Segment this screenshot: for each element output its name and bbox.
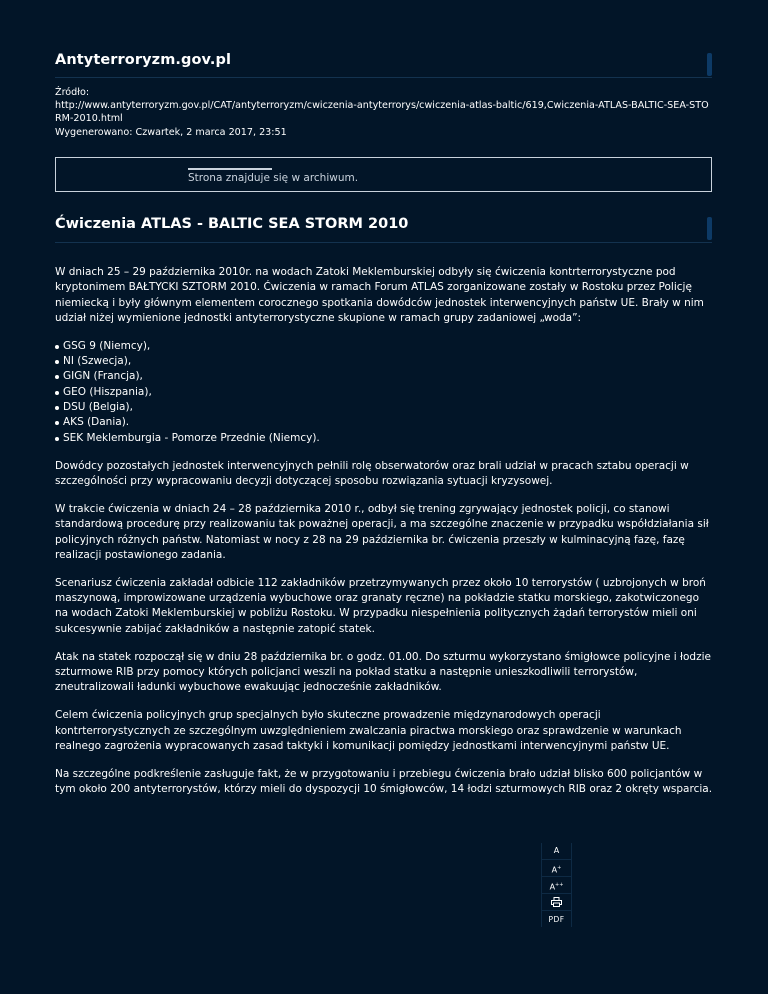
article-header [55,216,712,243]
list-item: GIGN (Francja), [55,369,715,384]
article-title: Ćwiczenia ATLAS - BALTIC SEA STORM 2010 [55,216,409,232]
font-xlarge-label: A [549,882,556,892]
list-item: DSU (Belgia), [55,400,715,415]
header-accent [707,53,712,76]
font-xlarge-mark: ++ [555,882,564,888]
article-paragraph: Atak na statek rozpoczął się w dniu 28 października br. o godz. 01.00. Do szturmu wykorzystano śmigłowce policyjne i łodzie szturmowe RIB przy pomocy których policjanci weszli na pokład statku a następnie unieszkodliwili terrorystów, zneutralizowali ładunki wybuchowe ewakuując jednocześnie zakładników. [55,650,711,694]
font-size-normal-button[interactable] [542,843,571,860]
article-paragraph: W trakcie ćwiczenia w dniach 24 – 28 października 2010 r., odbył się trening zgrywający jednostek policji, co stanowi standardową procedurę przy realizowaniu tak poważnej operacji, a ma szczególne znaczenie w przypadku współdziałania sił policyjnych różnych państw. Natomiast w nocy z 28 na 29 października br. ćwiczenia przeszły w kulminacyjną fazę, fazę realizacji postawionego zadania. [55,502,709,561]
list-item: NI (Szwecja), [55,354,715,369]
generated-date: Wygenerowano: Czwartek, 2 marca 2017, 23:51 [55,126,287,138]
archive-divider [188,168,272,170]
font-large-label: A [551,865,558,875]
article-paragraph: Scenariusz ćwiczenia zakładał odbicie 112 zakładników przetrzymywanych przez około 10 terrorystów ( uzbrojonych w broń maszynową, improwizowane urządzenia wybuchowe oraz granaty ręczne) na pokładzie statku morskiego, zakotwiczonego na wodach Zatoki Meklemburskiej w pobliżu Rostoku. W przypadku niespełnienia politycznych żądań terrorystów mieli oni sukcesywnie zabijać zakładników a następnie zatopić statek. [55,576,706,635]
site-title[interactable]: Antyterroryzm.gov.pl [55,52,232,68]
archive-notice: Strona znajduje się w archiwum. [188,172,359,184]
printer-icon [551,897,562,907]
article-paragraph: Dowódcy pozostałych jednostek interwencyjnych pełnili rolę obserwatorów oraz brali udział w pracach sztabu operacji w szczególności przy wypracowaniu decyzji dotyczącej sposobu rozwiązania sytuacji kryzysowej. [55,459,689,487]
article-paragraph: Na szczególne podkreślenie zasługuje fakt, że w przygotowaniu i przebiegu ćwiczenia brało udział blisko 600 policjantów w tym około 200 antyterrorystów, którzy mieli do dyspozycji 10 śmigłowców, 14 łodzi szturmowych RIB oraz 2 okręty wsparcia. [55,767,713,796]
list-item: SEK Meklemburgia - Pomorze Przednie (Niemcy). [55,431,715,446]
font-size-large-button[interactable] [542,860,571,877]
units-list [55,339,715,446]
pdf-label: PDF [548,915,565,924]
font-size-xlarge-button[interactable] [542,877,571,894]
list-item: GEO (Hiszpania), [55,385,715,400]
pdf-button[interactable] [542,911,571,927]
list-item: AKS (Dania). [55,415,715,430]
font-normal-label: A [553,846,560,855]
article-paragraph: Celem ćwiczenia policyjnych grup specjalnych było skuteczne prowadzenie międzynarodowych operacji kontrterrorystycznych ze szczególnym uwzględnieniem zwalczania piractwa morskiego oraz sprawdzenie w warunkach realnego zagrożenia wypracowanych zasad taktyki i komunikacji pomiędzy jednostkami interwencyjnymi państw UE. [55,709,682,752]
site-header [55,52,712,78]
list-item: GSG 9 (Niemcy), [55,339,715,354]
accessibility-toolbox [541,843,572,927]
source-url: http://www.antyterroryzm.gov.pl/CAT/antyterroryzm/cwiczenia-antyterrorys/cwiczenia-atlas-baltic/619,Cwiczenia-ATLAS-BALTIC-SEA-STORM-2010.html [55,100,709,125]
font-large-mark: + [557,865,562,871]
archive-notice-box [55,157,712,192]
print-meta [55,86,715,139]
header-accent [707,217,712,240]
article-paragraph: W dniach 25 – 29 października 2010r. na wodach Zatoki Meklemburskiej odbyły się ćwiczenia kontrterrorystyczne pod kryptonimem BAŁTYCKI SZTORM 2010. Ćwiczenia w ramach Forum ATLAS zorganizowane zostały w Rostoku przez Policję niemiecką i były głównym elementem corocznego spotkania dowódców jednostek interwencyjnych państw UE. Brały w nim udział niżej wymienione jednostki antyterrorystyczne skupione w ramach grupy zadaniowej „woda”: [55,266,704,324]
source-label: Źródło: [55,87,90,98]
article-body [55,265,715,810]
print-button[interactable] [542,894,571,911]
